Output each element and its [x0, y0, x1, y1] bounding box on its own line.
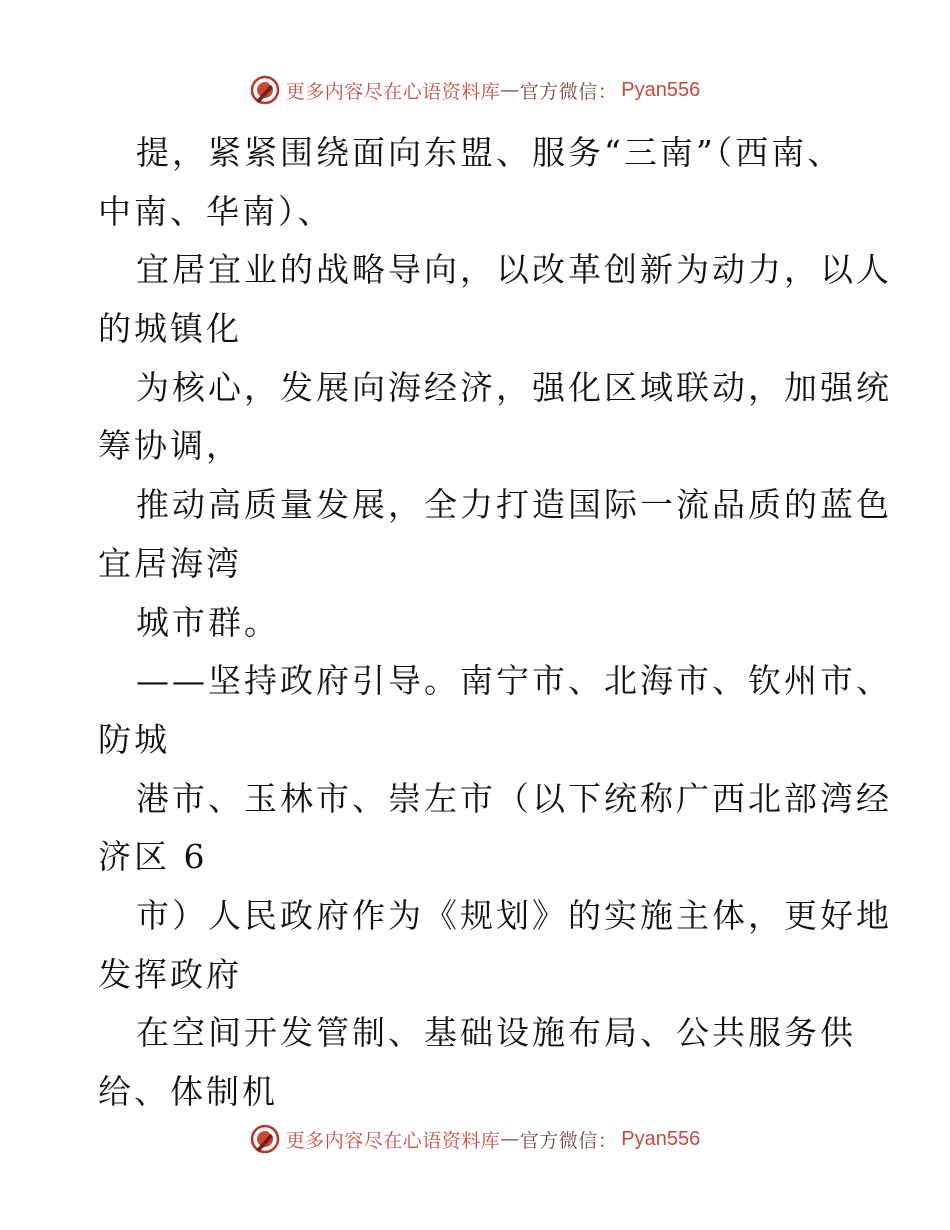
text-line: 城市群。	[136, 602, 280, 642]
footer-sub: 官方微信：	[519, 1129, 618, 1152]
text-line: 港市、玉林市、崇左市（以下统称广西北部湾经	[136, 778, 892, 818]
text-line: 为核心，发展向海经济，强化区域联动，加强统	[136, 367, 892, 407]
text-line: 中南、华南）、	[98, 191, 334, 231]
text-line: 济区 6	[98, 837, 208, 877]
text-line: 推动高质量发展，全力打造国际一流品质的蓝色	[136, 485, 892, 525]
header-account: Pyan556	[621, 78, 701, 101]
text-line: ——坚持政府引导。南宁市、北海市、钦州市、	[136, 661, 892, 701]
text-line: 宜居宜业的战略导向，以改革创新为动力，以人	[136, 250, 892, 290]
header-sub: 官方微信：	[519, 80, 618, 103]
text-line: 的城镇化	[98, 309, 242, 349]
pen-logo-icon	[250, 1124, 280, 1154]
header-dash: —	[500, 79, 520, 101]
footer-account: Pyan556	[621, 1127, 701, 1150]
footer-watermark	[0, 1121, 950, 1157]
document-body	[98, 124, 892, 1122]
text-line: 发挥政府	[98, 954, 242, 994]
text-line: 宜居海湾	[98, 543, 242, 583]
header-text: 更多内容尽在心语资料库	[285, 80, 501, 103]
text-line: 给、体制机	[98, 1072, 278, 1111]
text-line: 防城	[98, 719, 170, 759]
header-watermark	[0, 72, 950, 108]
pen-logo-icon	[250, 75, 280, 105]
footer-dash: —	[500, 1128, 520, 1150]
text-line: 筹协调，	[98, 426, 242, 466]
footer-text: 更多内容尽在心语资料库	[285, 1129, 501, 1152]
text-line: 在空间开发管制、基础设施布局、公共服务供	[136, 1013, 856, 1053]
text-line: 市）人民政府作为《规划》的实施主体，更好地	[136, 895, 892, 935]
text-line: 提，紧紧围绕面向东盟、服务“三南”（西南、	[136, 133, 844, 172]
